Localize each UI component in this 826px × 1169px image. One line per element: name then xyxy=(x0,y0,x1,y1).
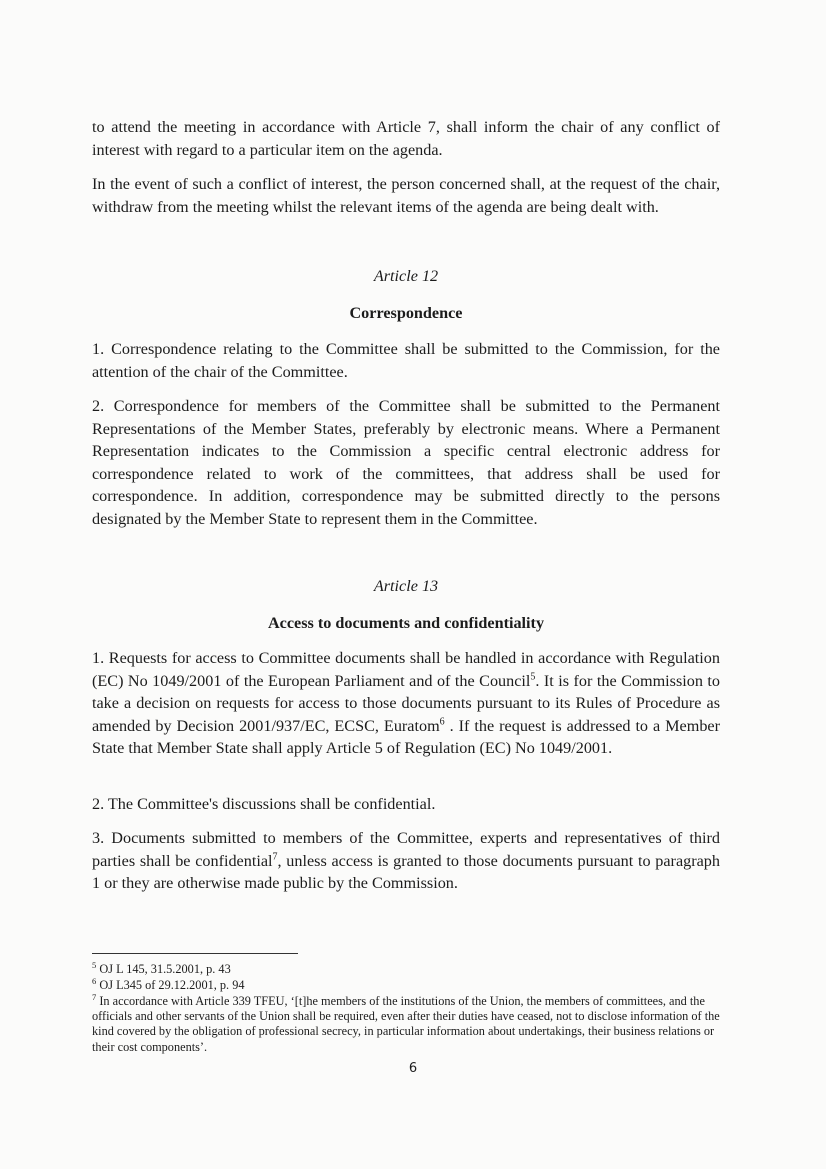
article-13-title: Access to documents and confidentiality xyxy=(267,614,545,632)
article-12-title: Correspondence xyxy=(349,304,463,322)
page-number: 6 xyxy=(408,1061,418,1076)
article-12-paragraph-1: 1. Correspondence relating to the Committee shall be submitted to the Commission, for the attention of the chair of the Committee. xyxy=(92,340,720,381)
footnote-ref-5[interactable]: 5 xyxy=(530,671,536,683)
footnote-6 xyxy=(92,975,732,993)
footnote-text: OJ L345 of 29.12.2001, p. 94 xyxy=(99,978,245,992)
footnote-7 xyxy=(92,991,732,1055)
footnote-separator xyxy=(92,953,298,954)
paragraph-conflict-of-interest: to attend the meeting in accordance with Article 7, shall inform the chair of any conflict of interest with regard to a particular item on the agenda. xyxy=(92,118,720,159)
footnote-marker: 5 xyxy=(92,959,97,970)
footnote-marker: 6 xyxy=(92,975,97,986)
article-13-paragraph-3-text-b: , unless access is granted to those documents pursuant to paragraph 1 or they are otherwise made public by the Commission. xyxy=(92,851,720,893)
article-13-number: Article 13 xyxy=(373,577,439,595)
article-13-paragraph-1-text-b: . It is for the Commission to take a decision on requests for access to those documents pursuant to its Rules of Procedure as amended by Decision 2001/937/EC, ECSC, Euratom xyxy=(92,671,720,735)
article-13-paragraph-1 xyxy=(92,647,720,760)
article-12-paragraph-2: 2. Correspondence for members of the Committee shall be submitted to the Permanent Representations of the Member States, preferably by electronic means. Where a Permanent Representation indicates to the Commission a specific central electronic address for correspondence related to work of the committees, that address shall be used for correspondence. In addition, correspondence may be submitted directly to the persons designated by the Member State to represent them in the Committee. xyxy=(92,397,720,528)
footnote-marker: 7 xyxy=(92,991,97,1002)
article-12-number: Article 12 xyxy=(373,267,439,285)
article-13-paragraph-1-text-c: . If the request is addressed to a Member State that Member State shall apply Article 5 of Regulation (EC) No 1049/2001. xyxy=(92,716,720,758)
footnote-ref-6[interactable]: 6 xyxy=(439,716,445,728)
footnote-text: OJ L 145, 31.5.2001, p. 43 xyxy=(99,962,231,976)
article-13-paragraph-1-text-a: 1. Requests for access to Committee documents shall be handled in accordance with Regulation (EC) No 1049/2001 of the European Parliament and of the Council xyxy=(92,649,720,690)
paragraph-withdraw: In the event of such a conflict of interest, the person concerned shall, at the request of the chair, withdraw from the meeting whilst the relevant items of the agenda are being dealt with. xyxy=(92,175,720,216)
footnote-5 xyxy=(92,959,732,977)
article-13-paragraph-2: 2. The Committee's discussions shall be confidential. xyxy=(92,795,436,813)
article-13-paragraph-3 xyxy=(92,827,720,895)
footnote-ref-7[interactable]: 7 xyxy=(272,851,278,863)
footnote-text: In accordance with Article 339 TFEU, ‘[t]he members of the institutions of the Union, the members of committees, and the officials and other servants of the Union shall be required, even after their duties have ceased, not to disclose information of the kind covered by the obligation of professional secrecy, in particular information about undertakings, their business relations or their cost components’. xyxy=(92,994,720,1054)
article-13-paragraph-3-text-a: 3. Documents submitted to members of the Committee, experts and representatives of third parties shall be confidential xyxy=(92,829,720,870)
